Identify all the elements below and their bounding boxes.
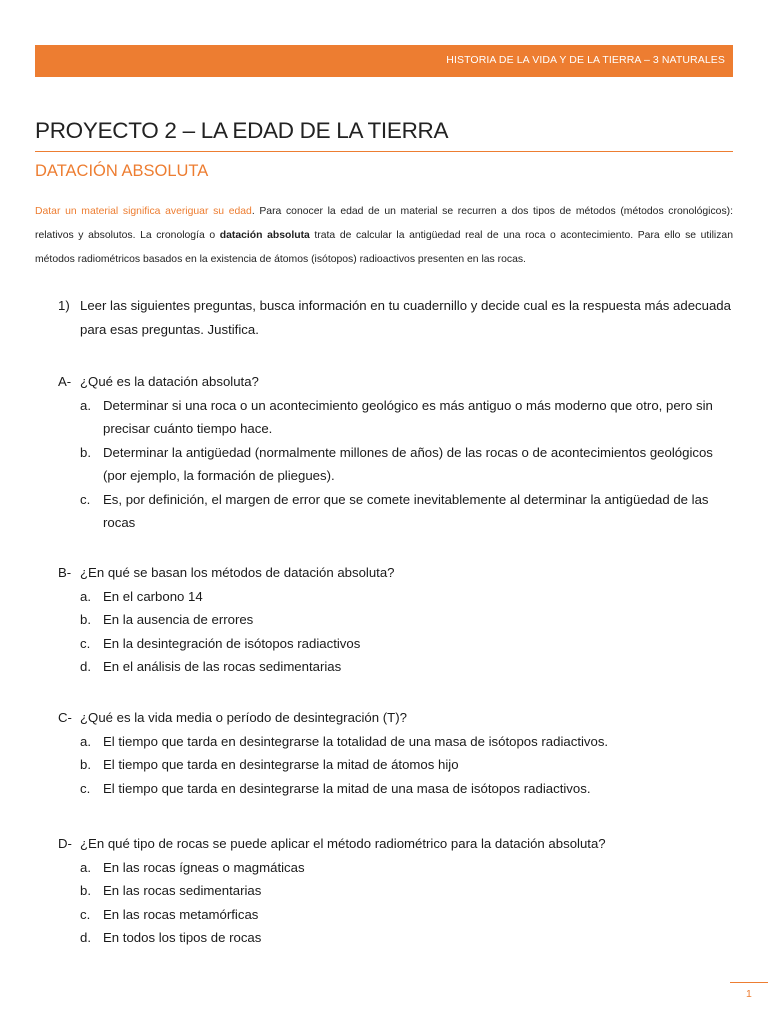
- option-text: En las rocas metamórficas: [103, 906, 259, 922]
- option-item: [58, 730, 733, 754]
- option-item: [58, 856, 733, 880]
- header-text: HISTORIA DE LA VIDA Y DE LA TIERRA – 3 NATURALES: [446, 54, 725, 66]
- question-a: [58, 370, 733, 535]
- option-text: Es, por definición, el margen de error que se comete inevitablemente al determinar la antigüedad de las rocas: [103, 491, 709, 530]
- option-item: [58, 777, 733, 801]
- intro-highlight: Datar un material significa averiguar su edad: [35, 206, 252, 217]
- question-label: A-: [58, 374, 72, 389]
- option-label: b.: [80, 612, 91, 627]
- question-text: ¿Qué es la vida media o período de desintegración (T)?: [80, 710, 407, 725]
- option-item: [58, 441, 733, 488]
- option-label: d.: [80, 930, 91, 945]
- question-d: [58, 832, 733, 950]
- footer-divider: [730, 982, 768, 983]
- option-label: a.: [80, 397, 91, 413]
- option-item: [58, 926, 733, 950]
- title-divider: [35, 151, 733, 152]
- option-item: [58, 488, 733, 535]
- question-b: [58, 561, 733, 679]
- question-text: ¿En qué tipo de rocas se puede aplicar el método radiométrico para la datación absoluta?: [80, 836, 606, 851]
- option-item: [58, 879, 733, 903]
- option-label: a.: [80, 859, 91, 875]
- option-label: c.: [80, 635, 91, 651]
- option-label: c.: [80, 491, 91, 507]
- option-item: [58, 608, 733, 632]
- option-label: d.: [80, 659, 91, 674]
- option-item: [58, 632, 733, 656]
- question-label: B-: [58, 565, 72, 580]
- option-item: [58, 655, 733, 679]
- question-label: C-: [58, 710, 72, 725]
- option-text: Determinar la antigüedad (normalmente millones de años) de las rocas o de acontecimientos geológicos (por ejemplo, la formación de pliegues).: [103, 444, 713, 483]
- option-text: El tiempo que tarda en desintegrarse la totalidad de una masa de isótopos radiactivos.: [103, 733, 609, 749]
- option-text: En las rocas sedimentarias: [103, 883, 262, 898]
- option-text: En el carbono 14: [103, 588, 203, 604]
- option-text: En las rocas ígneas o magmáticas: [103, 859, 305, 875]
- instruction-number: 1): [58, 298, 70, 313]
- option-text: El tiempo que tarda en desintegrarse la mitad de una masa de isótopos radiactivos.: [103, 780, 591, 796]
- option-item: [58, 585, 733, 609]
- option-label: a.: [80, 588, 91, 604]
- intro-text-1: . Para conocer la edad de un material se recurren a dos tipos de métodos (métodos cronológicos): relativos y absolutos. La cronología o: [35, 206, 733, 241]
- option-label: c.: [80, 906, 91, 922]
- question-text: ¿En qué se basan los métodos de datación absoluta?: [80, 565, 395, 580]
- page-number: 1: [746, 988, 752, 1000]
- option-label: b.: [80, 883, 91, 898]
- question-text: ¿Qué es la datación absoluta?: [80, 374, 259, 389]
- option-text: El tiempo que tarda en desintegrarse la mitad de átomos hijo: [103, 757, 459, 772]
- option-label: a.: [80, 733, 91, 749]
- header-bar: [35, 45, 733, 77]
- intro-bold-term: datación absoluta: [219, 230, 310, 241]
- option-item: [58, 753, 733, 777]
- question-label: D-: [58, 836, 72, 851]
- option-item: [58, 903, 733, 927]
- question-c: [58, 706, 733, 800]
- option-item: [58, 394, 733, 441]
- page-title: PROYECTO 2 – LA EDAD DE LA TIERRA: [35, 118, 449, 143]
- option-label: c.: [80, 780, 91, 796]
- option-label: b.: [80, 444, 91, 460]
- instruction-text: Leer las siguientes preguntas, busca información en tu cuadernillo y decide cual es la respuesta más adecuada para esas preguntas. Justifica.: [80, 298, 731, 337]
- option-text: Determinar si una roca o un acontecimiento geológico es más antiguo o más moderno que otro, pero sin precisar cuánto tiempo hace.: [103, 397, 713, 436]
- intro-text-2: trata de calcular la antigüedad real de una roca o acontecimiento. Para ello se utilizan métodos radiométricos basados en la existencia de átomos (isótopos) radioactivos presenten en las rocas.: [35, 230, 733, 265]
- option-text: En la ausencia de errores: [103, 612, 254, 627]
- option-label: b.: [80, 757, 91, 772]
- option-text: En el análisis de las rocas sedimentarias: [103, 659, 342, 674]
- intro-paragraph: [35, 200, 733, 272]
- option-text: En todos los tipos de rocas: [103, 930, 262, 945]
- section-subtitle: DATACIÓN ABSOLUTA: [35, 162, 209, 180]
- option-text: En la desintegración de isótopos radiactivos: [103, 635, 361, 651]
- instruction: [58, 294, 733, 342]
